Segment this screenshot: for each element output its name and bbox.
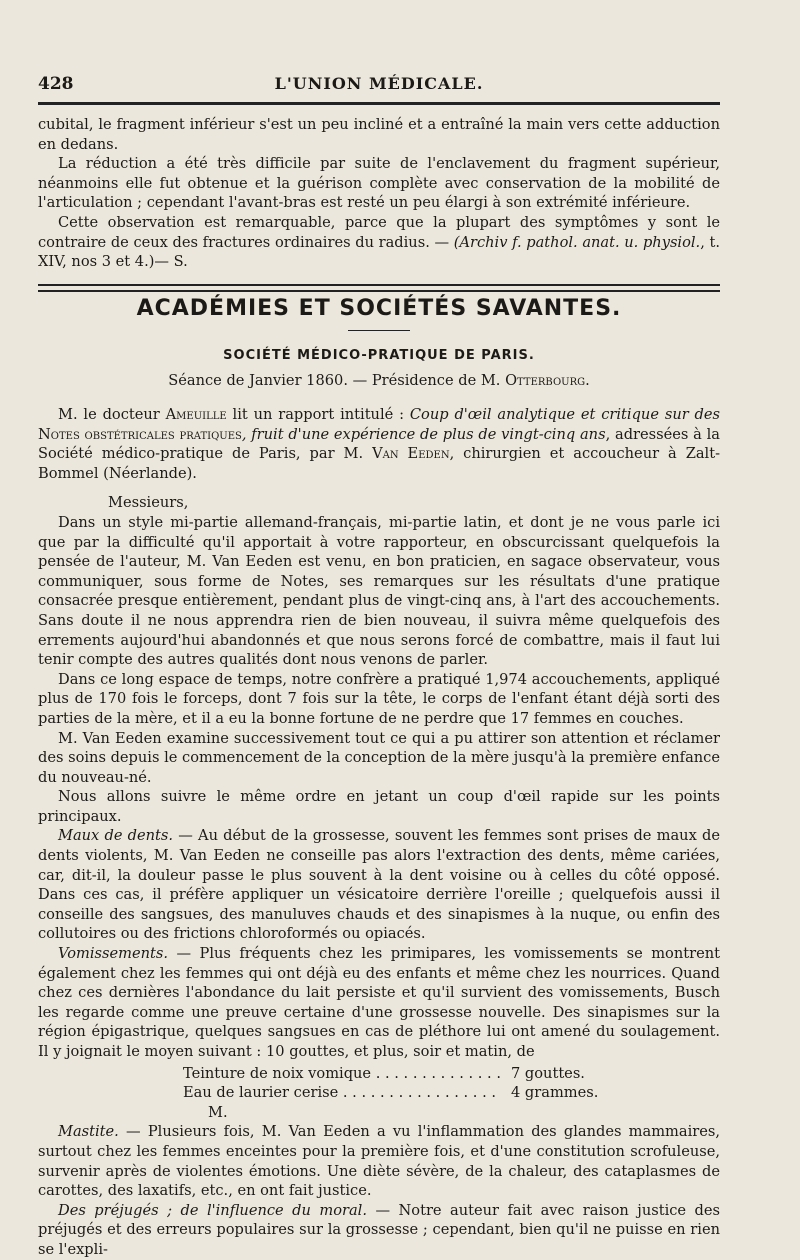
prescription-row xyxy=(38,1064,720,1084)
subsection-heading: Maux de dents. xyxy=(58,827,174,845)
page-header xyxy=(38,74,720,98)
text: — Notre auteur fait avec raison justice des préjugés et des erreurs populaires sur la grossesse ; cependant, bien qu'il ne puisse en rien se l'expli- xyxy=(38,1201,720,1258)
subsection-heading: Vomissements. xyxy=(58,945,168,963)
text: , chirurgien et accoucheur à Zalt-Bommel (Néerlande). xyxy=(38,445,720,482)
report-title-cont: , fruit d'une expérience de plus de vingt-cinq ans xyxy=(241,425,606,443)
society-name: SOCIÉTÉ MÉDICO-PRATIQUE DE PARIS. xyxy=(223,348,535,363)
report-paragraph-1 xyxy=(38,405,720,483)
section-rule-bottom xyxy=(38,290,720,292)
ingredient: Teinture de noix vomique . . . xyxy=(38,1064,501,1084)
report-title-smallcaps: Notes obstétricales pratiques xyxy=(38,425,242,443)
text: — Plusieurs fois, M. Van Eeden a vu l'inflammation des glandes mammaires, surtout chez les femmes enceintes pour la première fois, et d'une constitution scrofuleuse, survenir après de violentes émotions. Une diète sévère, de la chaleur, des cataplasmes de carottes, des laxatifs, etc., en ont fait justice. xyxy=(38,1123,720,1200)
quantity: 7 gouttes. xyxy=(511,1064,585,1082)
intro-paragraph-3-text: Cette observation est remarquable, parce que la plupart des symptômes y sont le contraire de ceux des fractures ordinaires du radius. — xyxy=(38,213,720,251)
quantity: 4 grammes. xyxy=(511,1084,599,1102)
section-rule-top xyxy=(38,284,720,286)
report-paragraph-7 xyxy=(38,944,720,1062)
report-paragraph-4: M. Van Eeden examine successivement tout ce qui a pu attirer son attention et réclamer des soins depuis le commencement de la conception de la mère jusqu'à la première enfance du nouveau-né. xyxy=(38,729,720,786)
report-paragraph-5: Nous allons suivre le même ordre en jetant un coup d'œil rapide sur les points principaux. xyxy=(38,788,720,825)
section-title: ACADÉMIES ET SOCIÉTÉS SAVANTES. xyxy=(136,296,622,321)
ingredient: Eau de laurier cerise . . . xyxy=(38,1083,501,1103)
prescription-sign: M. xyxy=(208,1103,228,1121)
subsection-heading: Mastite. xyxy=(58,1123,119,1141)
section-divider xyxy=(348,330,410,331)
report-paragraph-3: Dans ce long espace de temps, notre confrère a pratiqué 1,974 accouchements, appliqué plus de 170 fois le forceps, dont 7 fois sur la tête, le corps de l'enfant étant déjà sorti des parties de la mère, et il a eu la bonne fortune de ne perdre que 17 femmes en couches. xyxy=(38,670,720,727)
report-text xyxy=(38,405,720,1260)
intro-paragraph-3 xyxy=(38,213,720,272)
report-paragraph-9 xyxy=(38,1201,720,1260)
header-rule xyxy=(38,102,720,105)
report-paragraph-2: Dans un style mi-partie allemand-français, mi-partie latin, et dont je ne vous parle ici que par la difficulté qu'il apportait à votre rapporteur, en obscurcissant quelquefois la pensée de l'auteur, M. Van Eeden est venu, en bon praticien, en sagace observateur, vous communiquer, sous forme de Notes, ses remarques sur les résultats d'une pratique consacrée presque entièrement, pendant plus de vingt-cinq ans, à l'art des accouchements. Sans doute il ne nous apprendra rien de bien nouveau, il suivra même quelquefois des errements aujourd'hui abandonnés et que nous serons forcé de combattre, mais il faut lui tenir compte des autres qualités dont nous venons de parler. xyxy=(38,513,720,669)
citation-end: , t. XIV, nos 3 et 4.)— S. xyxy=(38,233,720,271)
speaker-name: Ameuille xyxy=(165,406,227,423)
citation: (Archiv f. pathol. anat. u. physiol. xyxy=(453,233,701,251)
intro-paragraph-1: cubital, le fragment inférieur s'est un peu incliné et a entraîné la main vers cette adduction en dedans. xyxy=(38,116,720,153)
salutation: Messieurs, xyxy=(108,494,189,512)
prescription xyxy=(38,1064,720,1123)
running-title: L'UNION MÉDICALE. xyxy=(274,74,484,93)
session-prefix: Séance de Janvier 1860. — Présidence de M. xyxy=(168,372,506,389)
text: — Au début de la grossesse, souvent les femmes sont prises de maux de dents violents, M. Van Eeden ne conseille pas alors l'extraction des dents, même cariées, car, dit-il, la douleur passe le plus souvent à la dent voisine ou à celles du côté opposé. Dans ces cas, il préfère appliquer un vésicatoire derrière l'oreille ; quelquefois aussi il conseille des sangsues, des manuluves chauds et des sinapismes à la nuque, ou enfin des collutoires ou des frictions chloroformés ou opiacés. xyxy=(38,827,720,943)
author-name: Van Eeden xyxy=(372,445,450,463)
subsection-heading: Des préjugés ; de l'influence du moral. xyxy=(58,1201,367,1219)
page-number: 428 xyxy=(38,74,74,94)
report-paragraph-8 xyxy=(38,1122,720,1200)
text: , adressées à la Société médico-pratique de Paris, par M. xyxy=(38,425,720,463)
report-title: Coup d'œil analytique et critique sur des xyxy=(409,406,721,423)
president-name: Otterbourg. xyxy=(505,372,590,389)
prescription-row xyxy=(38,1083,720,1103)
text: — Plus fréquents chez les primipares, les vomissements se montrent également chez les femmes qui ont déjà eu des enfants et même chez les nourrices. Quand chez ces dernières l'abondance du lait persiste et qu'il survient des vomissements, Busch les regarde comme une preuve certaine d'une grossesse nouvelle. Des sinapismes sur la région épigastrique, quelques sangsues en cas de pléthore lui ont amené du soulagement. Il y joignait le moyen suivant : 10 gouttes, et plus, soir et matin, de xyxy=(38,945,720,1060)
session-line xyxy=(38,372,720,389)
text: lit un rapport intitulé : xyxy=(226,406,410,423)
report-paragraph-6 xyxy=(38,826,720,944)
intro-paragraph-2: La réduction a été très difficile par suite de l'enclavement du fragment supérieur, néanmoins elle fut obtenue et la guérison complète avec conservation de la mobilité de l'articulation ; cependant l'avant-bras est resté un peu élargi à son extrémité inférieure. xyxy=(38,155,720,212)
text: M. le docteur xyxy=(58,406,166,423)
intro-text xyxy=(38,115,720,272)
